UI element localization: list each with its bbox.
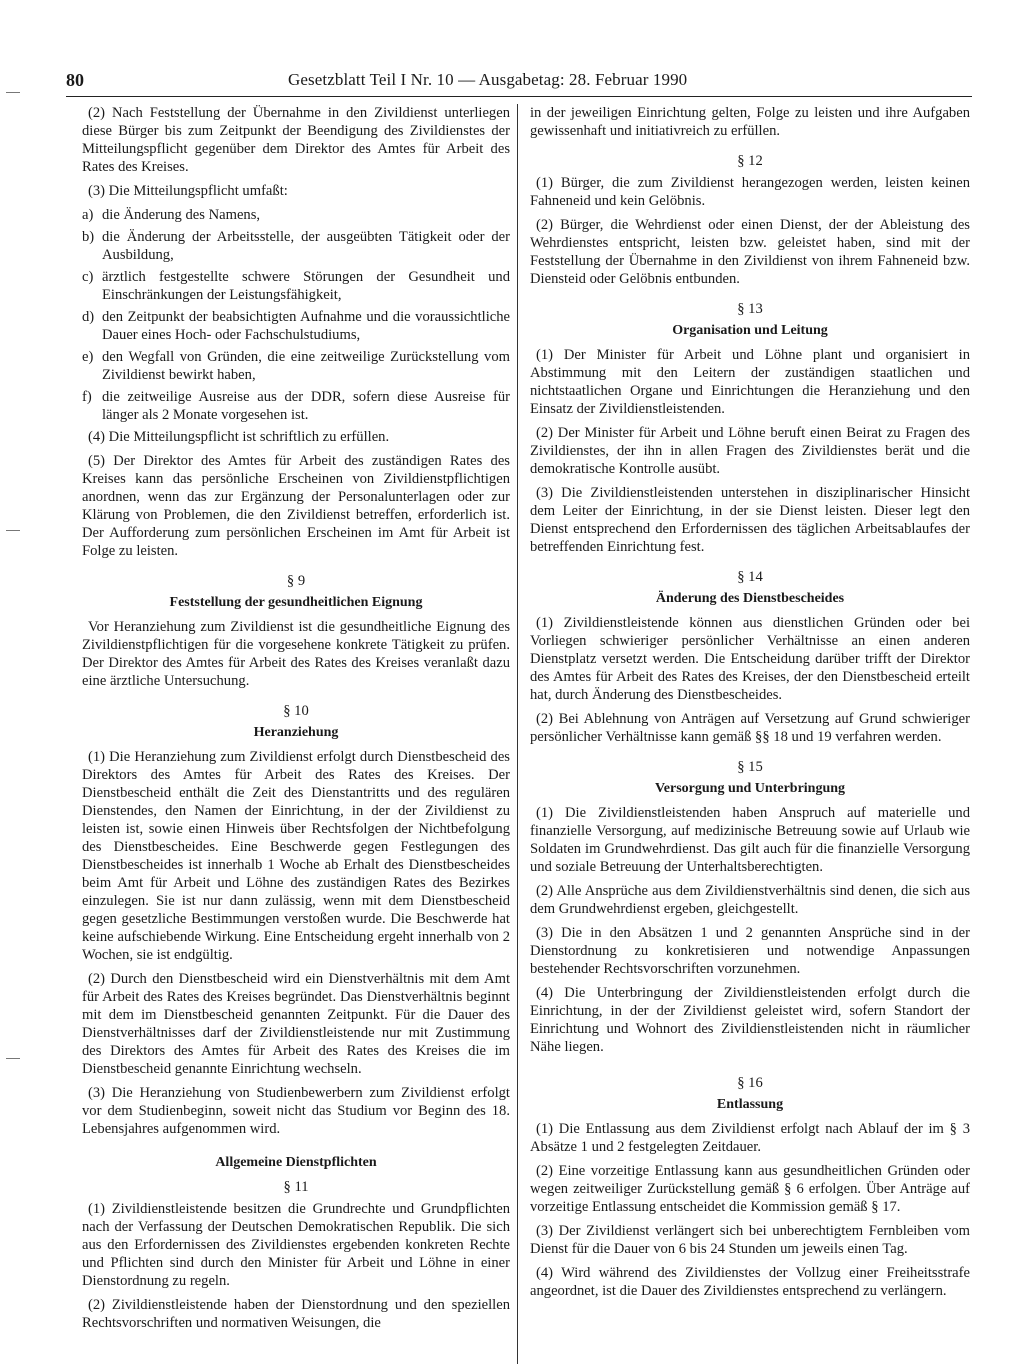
paragraph: (2) Der Minister für Arbeit und Löhne beruft einen Beirat zu Fragen des Zivildienstes, der ihn in allen Fragen des Zivildienstes berät und die demokratische Kontrolle ausübt. bbox=[530, 425, 970, 477]
list-item bbox=[82, 206, 510, 224]
paragraph: (5) Der Direktor des Amtes für Arbeit des zuständigen Rates des Kreises kann das persönliche Erscheinen von Zivildienstpflichtigen anordnen, wenn das zur Ergänzung der Personalunterlagen oder zur Klärung von Problemen, die den Zivildienst betreffen, erforderlich ist. Der Aufforderung zum persönlichen Erscheinen im Amt für Arbeit ist Folge zu leisten. bbox=[82, 453, 510, 559]
section-title: Änderung des Dienstbescheides bbox=[655, 591, 845, 606]
right-column bbox=[530, 104, 970, 1306]
section-number: § 10 bbox=[283, 703, 309, 719]
section-heading: Allgemeine Dienstpflichten bbox=[215, 1155, 377, 1170]
paragraph: (2) Nach Feststellung der Übernahme in den Zivildienst unterliegen diese Bürger bis zum Zeitpunkt der Beendigung des Zivildienstes der Mitteilungspflicht gegenüber dem Direktor des Amtes für Arbeit des Rates des Kreises. bbox=[82, 105, 510, 175]
paragraph: (1) Zivildienstleistende besitzen die Grundrechte und Grundpflichten nach der Verfassung der Deutschen Demokratischen Republik. Die sich aus den Erfordernissen des Zivildienstes ergebenden konkreten Rechte und Pflichten sind durch den Minister für Arbeit und Löhne in einer Dienstordnung zu regeln. bbox=[82, 1201, 510, 1289]
paragraph: (1) Zivildienstleistende können aus dienstlichen Gründen oder bei Vorliegen schwieriger persönlicher Verhältnisse an einen anderen Dienstplatz versetzt werden. Die Entscheidung darüber trifft der Direktor des Amtes für Arbeit des Rates des Kreises, der den Dienstbescheid erteilt hat, durch Änderung des Dienstbescheides. bbox=[530, 615, 970, 703]
list-item-text: die zeitweilige Ausreise aus der DDR, sofern diese Ausreise für länger als 2 Monate vorgesehen ist. bbox=[102, 389, 510, 423]
section-title: Entlassung bbox=[716, 1097, 784, 1112]
list-item-text: die Änderung der Arbeitsstelle, der ausgeübten Tätigkeit oder der Ausbildung, bbox=[102, 229, 510, 263]
section-number: § 14 bbox=[737, 569, 763, 585]
list-item-text: den Zeitpunkt der beabsichtigten Aufnahme und die voraussichtliche Dauer eines Hoch- oder Fachschulstudiums, bbox=[102, 309, 510, 343]
paragraph: (3) Die Heranziehung von Studienbewerbern zum Zivildienst erfolgt vor dem Studienbeginn, soweit nicht das Studium vor Beginn des 18. Lebensjahres aufgenommen wird. bbox=[82, 1085, 510, 1137]
header-divider bbox=[66, 96, 972, 97]
paragraph: (2) Eine vorzeitige Entlassung kann aus gesundheitlichen Gründen oder wegen zeitweiliger Zurückstellung gemäß § 6 erfolgen. Über Anträge auf vorzeitige Entlassung entscheidet die Kommission gemäß § 17. bbox=[530, 1163, 970, 1215]
paragraph: (2) Bei Ablehnung von Anträgen auf Versetzung auf Grund schwieriger persönlicher Verhältnisse kann gemäß §§ 18 und 19 verfahren werden. bbox=[530, 711, 970, 745]
list-item-text: den Wegfall von Gründen, die eine zeitweilige Zurückstellung vom Zivildienst bewirkt haben, bbox=[102, 349, 510, 383]
margin-mark bbox=[6, 530, 20, 531]
list-item bbox=[82, 228, 510, 264]
paragraph: (4) Die Mitteilungspflicht ist schriftlich zu erfüllen. bbox=[88, 429, 390, 445]
list-marker: a) bbox=[82, 207, 94, 223]
header-title: Gesetzblatt Teil I Nr. 10 — Ausgabetag: 28. Februar 1990 bbox=[288, 70, 688, 89]
page-header bbox=[66, 68, 736, 92]
paragraph: (1) Die Entlassung aus dem Zivildienst erfolgt nach Ablauf der im § 3 Absätze 1 und 2 festgelegten Zeitdauer. bbox=[530, 1121, 970, 1155]
paragraph: (2) Alle Ansprüche aus dem Zivildienstverhältnis sind denen, die sich aus dem Grundwehrdienst ergeben, gleichgestellt. bbox=[530, 883, 970, 917]
section-number: § 9 bbox=[286, 573, 306, 589]
column-divider bbox=[517, 104, 518, 1364]
list-item bbox=[82, 388, 510, 424]
paragraph: (2) Zivildienstleistende haben der Dienstordnung und den speziellen Rechtsvorschriften und normativen Weisungen, die bbox=[82, 1297, 510, 1331]
paragraph: (3) Der Zivildienst verlängert sich bei unberechtigtem Fernbleiben vom Dienst für die Dauer von 6 bis 24 Stunden um jeweils einen Tag. bbox=[530, 1223, 970, 1257]
paragraph: (2) Bürger, die Wehrdienst oder einen Dienst, der der Ableistung des Wehrdienstes entspricht, leisten bzw. geleistet haben, sind mit der Feststellung der Übernahme in den Zivildienst von ihrem Fahneneid bzw. Diensteid oder Gelöbnis entbunden. bbox=[530, 217, 970, 287]
section-title: Feststellung der gesundheitlichen Eignung bbox=[169, 595, 423, 610]
enumerated-list bbox=[82, 206, 510, 424]
list-marker: d) bbox=[82, 309, 95, 325]
list-item-text: ärztlich festgestellte schwere Störungen der Gesundheit und Einschränkungen der Leistungsfähigkeit, bbox=[102, 269, 510, 303]
page-number: 80 bbox=[66, 70, 84, 90]
paragraph: (3) Die Mitteilungspflicht umfaßt: bbox=[88, 183, 288, 199]
list-item-text: die Änderung des Namens, bbox=[102, 207, 261, 223]
list-marker: b) bbox=[82, 229, 95, 245]
section-number: § 13 bbox=[737, 301, 763, 317]
paragraph: (1) Die Heranziehung zum Zivildienst erfolgt durch Dienstbescheid des Direktors des Amtes für Arbeit des Rates des Kreises. Der Dienstbescheid enthält die Zeit des Dienstantritts und des regulären Dienstendes, den Namen der Einrichtung, in der der Zivildienst zu leisten ist, sowie einen Hinweis über Rechtsfolgen der Nichtbefolgung des Dienstbescheides. Eine Beschwerde gegen Festlegungen des Dienstbescheides ist innerhalb 1 Woche ab Erhalt des Dienstbescheides beim Amt für Arbeit und Löhne des zuständigen Rates des Bezirkes einzulegen. Sie ist nur dann zulässig, wenn mit dem Dienstbescheid gegen gesetzliche Bestimmungen verstoßen wurde. Die Beschwerde hat keine aufschiebende Wirkung. Eine Entscheidung ergeht innerhalb von 2 Wochen, sie ist endgültig. bbox=[82, 749, 510, 963]
list-marker: c) bbox=[82, 269, 94, 285]
paragraph: (3) Die Zivildienstleistenden unterstehen in disziplinarischer Hinsicht dem Leiter der Einrichtung, in der sie Dienst leisten. Dieser legt den Dienst entsprechend den Erfordernissen des täglichen Arbeitsablaufes der betreffenden Einrichtung fest. bbox=[530, 485, 970, 555]
section-title: Heranziehung bbox=[253, 725, 339, 740]
paragraph: (4) Wird während des Zivildienstes der Vollzug einer Freiheitsstrafe angeordnet, ist die Dauer des Zivildienstes entsprechend zu verlängern. bbox=[530, 1265, 970, 1299]
margin-mark bbox=[6, 1058, 20, 1059]
section-number: § 11 bbox=[283, 1179, 309, 1195]
paragraph: (4) Die Unterbringung der Zivildienstleistenden erfolgt durch die Einrichtung, in der der Zivildienst geleistet wird, sofern Standort der Einrichtung und Wohnort des Zivildienstleistenden nicht in räumlicher Nähe liegen. bbox=[530, 985, 970, 1055]
paragraph: (2) Durch den Dienstbescheid wird ein Dienstverhältnis mit dem Amt für Arbeit des Rates des Kreises begründet. Das Dienstverhältnis beginnt mit dem im Dienstbescheid genannten Zeitpunkt. Für die Dauer des Dienstverhältnisses darf der Zivildienstleistende nur mit Zustimmung des Direktors des Amtes für Arbeit des Rates des Kreises die im Dienstbescheid genannte Einrichtung wechseln. bbox=[82, 971, 510, 1077]
section-title: Organisation und Leitung bbox=[672, 323, 828, 338]
list-marker: f) bbox=[82, 389, 92, 405]
section-number: § 16 bbox=[737, 1075, 763, 1091]
section-number: § 15 bbox=[737, 759, 763, 775]
left-column bbox=[82, 104, 510, 1338]
list-item bbox=[82, 268, 510, 304]
paragraph: Vor Heranziehung zum Zivildienst ist die gesundheitliche Eignung des Zivildienstpflichtigen für die vorgesehene konkrete Tätigkeit zu prüfen. Der Direktor des Amtes für Arbeit des Rates des Kreises veranlaßt dazu eine ärztliche Untersuchung. bbox=[82, 619, 510, 689]
paragraph: (3) Die in den Absätzen 1 und 2 genannten Ansprüche sind in der Dienstordnung zu konkretisieren und notwendige Anpassungen bestehender Rechtsvorschriften vorzunehmen. bbox=[530, 925, 970, 977]
section-title: Versorgung und Unterbringung bbox=[654, 781, 846, 796]
paragraph: (1) Die Zivildienstleistenden haben Anspruch auf materielle und finanzielle Versorgung, auf medizinische Betreuung sowie auf Urlaub wie Soldaten im Grundwehrdienst. Das gilt auch für die finanzielle Versorgung und soziale Betreuung der Unterhaltsberechtigten. bbox=[530, 805, 970, 875]
paragraph: (1) Der Minister für Arbeit und Löhne plant und organisiert in Abstimmung mit den Leitern der zuständigen staatlichen und nichtstaatlichen Organe und Einrichtungen die Heranziehung und den Einsatz der Zivildienstleistenden. bbox=[530, 347, 970, 417]
list-marker: e) bbox=[82, 349, 94, 365]
paragraph: in der jeweiligen Einrichtung gelten, Folge zu leisten und ihre Aufgaben gewissenhaft und initiativreich zu erfüllen. bbox=[530, 105, 970, 139]
section-number: § 12 bbox=[737, 153, 763, 169]
list-item bbox=[82, 348, 510, 384]
paragraph: (1) Bürger, die zum Zivildienst herangezogen werden, leisten keinen Fahneneid und kein Gelöbnis. bbox=[530, 175, 970, 209]
list-item bbox=[82, 308, 510, 344]
margin-mark bbox=[6, 92, 20, 93]
